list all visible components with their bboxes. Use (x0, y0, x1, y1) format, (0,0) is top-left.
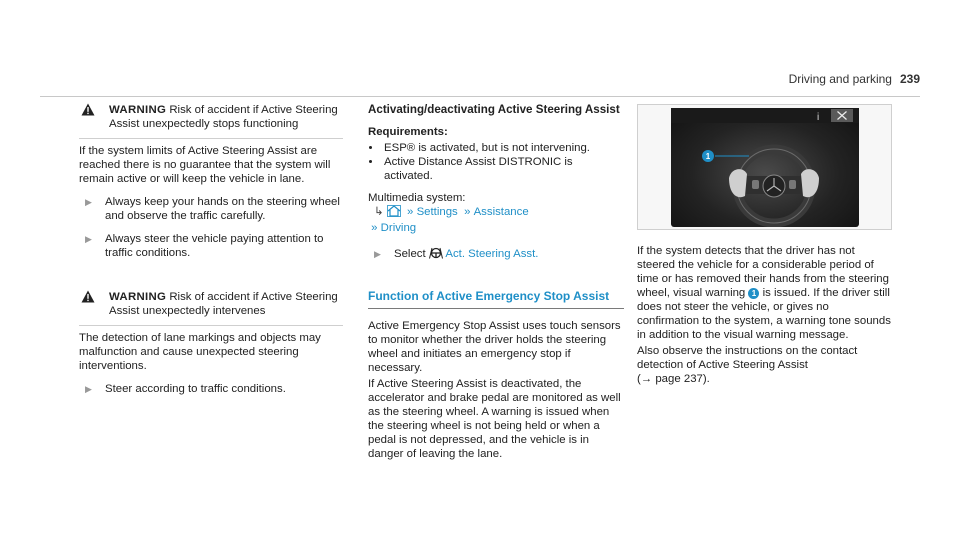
double-chevron-icon: » (403, 206, 417, 218)
menu-item-act-steering-asst[interactable]: Act. Steering Asst. (445, 248, 539, 260)
warning-body: The detection of lane markings and objects may malfunction and cause unexpected steering interventions. (79, 332, 321, 372)
list-item: • ESP® is activated, but is not intervening. (382, 141, 624, 155)
action-bullet: ▶ Steer according to traffic conditions. (85, 383, 286, 395)
page-reference-link[interactable]: (→ page 237). (637, 373, 710, 385)
section-title: Driving and parking (788, 72, 892, 86)
select-label: Select (394, 248, 426, 260)
display-screen (671, 108, 859, 227)
paragraph: Also observe the instructions on the contact detection of Active Steering Assist (→ page 237). (637, 345, 858, 385)
warning-title: Risk of accident if Active Steering Assist unexpectedly stops functioning (109, 104, 338, 130)
requirements-list (368, 141, 624, 183)
play-arrow-icon: ▶ (85, 234, 92, 244)
action-bullet: ▶ Always keep your hands on the steering wheel and observe the traffic carefully. (85, 196, 340, 222)
menu-item-assistance[interactable]: Assistance (473, 206, 529, 218)
paragraph: If the system detects that the driver has not steered the vehicle for a considerable period of time or has removed their hands from the steering wheel, visual warning 1 is issued. If the driver still does not steer the vehicle, or gives no confirmation to the system, a warning tone sounds in addition to the visual warning message. (637, 245, 891, 341)
action-bullet (368, 247, 624, 263)
warning-box-2 (79, 290, 343, 396)
warning-box-1 (79, 103, 343, 260)
divider (79, 325, 343, 326)
column-left (79, 103, 343, 396)
info-icon: i (817, 112, 820, 123)
paragraph: If Active Steering Assist is deactivated, the accelerator and brake pedal are monitored as well as the steering wheel. A warning is issued when the steering wheel is not being held or when a pedal is not depressed, and the vehicle is in danger of leaving the lane. (368, 378, 621, 460)
warning-triangle-icon (81, 103, 95, 118)
callout-label: 1 (705, 152, 711, 161)
play-arrow-icon: ▶ (85, 384, 92, 394)
section-underline (368, 308, 624, 309)
header-divider (40, 96, 920, 97)
requirements-label: Requirements: (368, 126, 448, 138)
warning-body: If the system limits of Active Steering Assist are reached there is no guarantee that the system will remain active or will keep the vehicle in lane. (79, 145, 331, 185)
play-arrow-icon: ▶ (85, 197, 92, 207)
menu-item-settings[interactable]: Settings (416, 206, 458, 218)
action-bullet: ▶ Always steer the vehicle paying attention to traffic conditions. (85, 233, 324, 259)
list-item: • Active Distance Assist DISTRONIC is activated. (382, 155, 624, 183)
menu-path (368, 205, 624, 235)
page-header (789, 72, 920, 86)
paragraph: Active Emergency Stop Assist uses touch sensors to monitor whether the driver holds the steering wheel and initiates an emergency stop if necessary. (368, 320, 621, 374)
warning-label: WARNING (109, 104, 167, 116)
steering-assist-icon (429, 247, 443, 263)
warning-title: Risk of accident if Active Steering Assist unexpectedly intervenes (109, 291, 338, 317)
divider (79, 138, 343, 139)
steering-wheel-illustration (637, 104, 892, 230)
warning-heading-2 (79, 290, 343, 318)
column-right (637, 103, 893, 386)
multimedia-label: Multimedia system: (368, 192, 466, 204)
column-middle (368, 103, 624, 461)
double-chevron-icon: » (460, 206, 474, 218)
section-title: Function of Active Emergency Stop Assist (368, 289, 610, 303)
section-heading: Activating/deactivating Active Steering Assist (368, 103, 620, 116)
warning-label: WARNING (109, 291, 167, 303)
return-arrow-icon: ↳ (374, 206, 384, 218)
page-number: 239 (899, 72, 920, 86)
play-arrow-icon: ▶ (374, 249, 381, 259)
double-chevron-icon: » (368, 222, 381, 234)
callout-badge: 1 (748, 288, 759, 299)
warning-triangle-icon (81, 290, 95, 305)
home-icon[interactable] (387, 205, 401, 221)
menu-item-driving[interactable]: Driving (380, 222, 417, 234)
warning-heading-1 (79, 103, 343, 131)
